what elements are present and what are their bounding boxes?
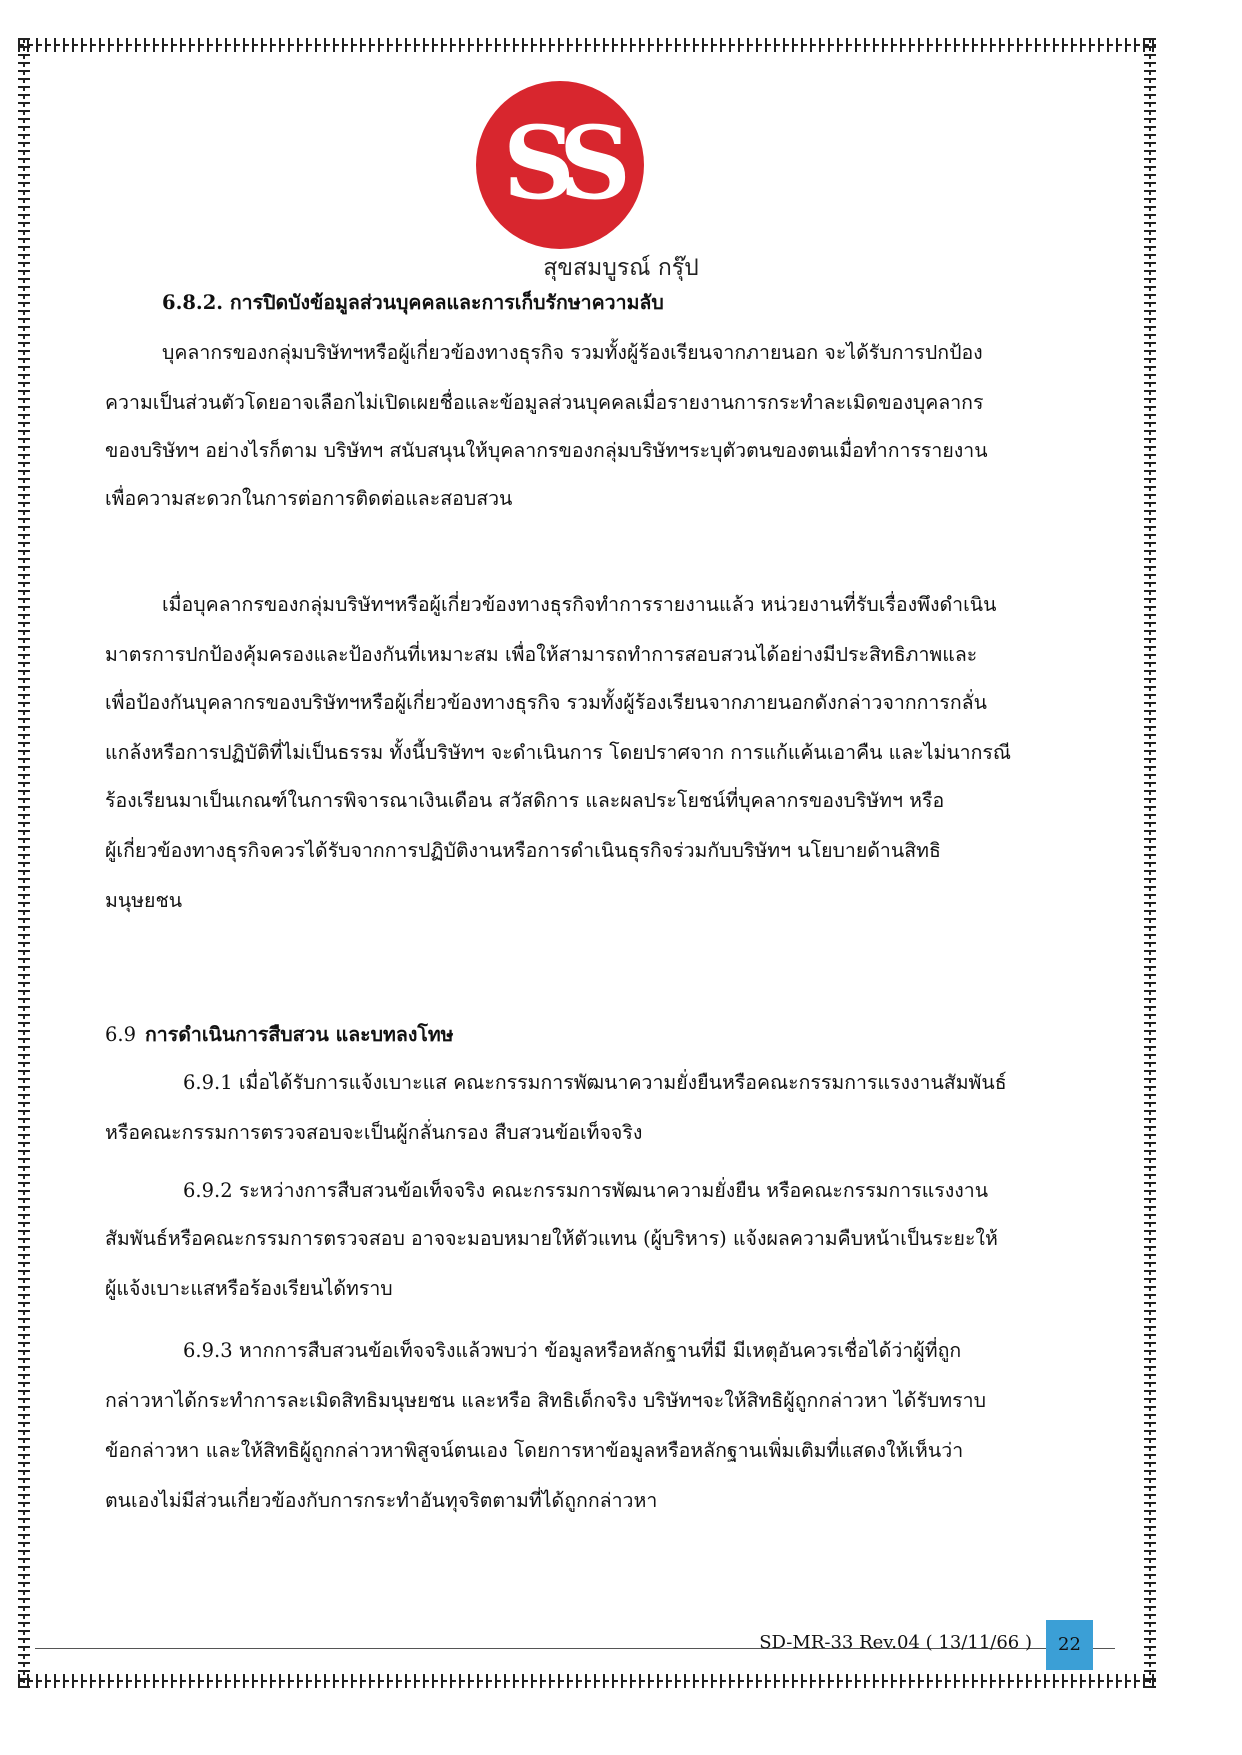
- paragraph-line: สัมพันธ์หรือคณะกรรมการตรวจสอบ อาจจะมอบหมายให้ตัวแทน (ผู้บริหาร) แจ้งผลความคืบหน้าเป็นระยะให้: [105, 1227, 998, 1250]
- border-top: [18, 38, 1156, 52]
- paragraph-line: ร้องเรียนมาเป็นเกณฑ์ในการพิจารณาเงินเดือน สวัสดิการ และผลประโยชน์ที่บุคลากรของบริษัทฯ หรือ: [105, 789, 945, 812]
- section-69-heading: การดำเนินการสืบสวน และบทลงโทษ: [145, 1023, 454, 1046]
- paragraph-line: ของบริษัทฯ อย่างไรก็ตาม บริษัทฯ สนับสนุนให้บุคลากรของกลุ่มบริษัทฯระบุตัวตนของตนเมื่อทำการรายงาน: [105, 439, 988, 462]
- paragraph-line: ผู้เกี่ยวข้องทางธุรกิจควรได้รับจากการปฏิบัติงานหรือการดำเนินธุรกิจร่วมกับบริษัทฯ นโยบายด้านสิทธิ: [105, 839, 941, 862]
- paragraph-line: ข้อกล่าวหา และให้สิทธิผู้ถูกกล่าวหาพิสูจน์ตนเอง โดยการหาข้อมูลหรือหลักฐานเพิ่มเติมที่แสดงให้เห็นว่า: [105, 1439, 964, 1462]
- document-code: SD-MR-33 Rev.04 ( 13/11/66 ): [759, 1632, 1032, 1653]
- section-682-heading: 6.8.2. การปิดบังข้อมูลส่วนบุคคลและการเก็บรักษาความลับ: [162, 291, 664, 314]
- paragraph-line: 6.9.2 ระหว่างการสืบสวนข้อเท็จจริง คณะกรรมการพัฒนาความยั่งยืน หรือคณะกรรมการแรงงาน: [183, 1179, 989, 1202]
- company-name: สุขสมบูรณ์ กรุ๊ป: [543, 255, 699, 281]
- section-69-number: 6.9: [105, 1023, 137, 1046]
- paragraph-line: ผู้แจ้งเบาะแสหรือร้องเรียนได้ทราบ: [105, 1277, 393, 1300]
- paragraph-line: กล่าวหาได้กระทำการละเมิดสิทธิมนุษยชน และหรือ สิทธิเด็กจริง บริษัทฯจะให้สิทธิผู้ถูกกล่าวหา ได้รับทราบ: [105, 1389, 986, 1412]
- paragraph-line: 6.9.3 หากการสืบสวนข้อเท็จจริงแล้วพบว่า ข้อมูลหรือหลักฐานที่มี มีเหตุอันควรเชื่อได้ว่าผู้ที่ถูก: [183, 1339, 962, 1362]
- company-logo: [475, 80, 645, 250]
- paragraph-line: ตนเองไม่มีส่วนเกี่ยวข้องกับการกระทำอันทุจริตตามที่ได้ถูกกล่าวหา: [105, 1489, 658, 1512]
- paragraph-line: มนุษยชน: [105, 889, 183, 912]
- border-bottom: [18, 1674, 1156, 1688]
- paragraph-line: มาตรการปกป้องคุ้มครองและป้องกันที่เหมาะสม เพื่อให้สามารถทำการสอบสวนได้อย่างมีประสิทธิภาพและ: [105, 643, 978, 666]
- logo-text: SS: [502, 104, 618, 222]
- paragraph-line: แกล้งหรือการปฏิบัติที่ไม่เป็นธรรม ทั้งนี้บริษัทฯ จะดำเนินการ โดยปราศจาก การแก้แค้นเอาคืน และไม่นากรณี: [105, 741, 1011, 764]
- paragraph-line: ความเป็นส่วนตัวโดยอาจเลือกไม่เปิดเผยชื่อและข้อมูลส่วนบุคคลเมื่อรายงานการกระทำละเมิดของบุคลากร: [105, 391, 984, 414]
- page-number-badge: 22: [1046, 1620, 1093, 1670]
- paragraph-line: เมื่อบุคลากรของกลุ่มบริษัทฯหรือผู้เกี่ยวข้องทางธุรกิจทำการรายงานแล้ว หน่วยงานที่รับเรื่องพึงดำเนิน: [162, 593, 997, 616]
- paragraph-line: 6.9.1 เมื่อได้รับการแจ้งเบาะแส คณะกรรมการพัฒนาความยั่งยืนหรือคณะกรรมการแรงงานสัมพันธ์: [183, 1071, 1007, 1094]
- paragraph-line: เพื่อป้องกันบุคลากรของบริษัทฯหรือผู้เกี่ยวข้องทางธุรกิจ รวมทั้งผู้ร้องเรียนจากภายนอกดังกล่าวจากการกลั่น: [105, 691, 987, 714]
- paragraph-line: เพื่อความสะดวกในการต่อการติดต่อและสอบสวน: [105, 487, 513, 510]
- paragraph-line: หรือคณะกรรมการตรวจสอบจะเป็นผู้กลั่นกรอง สืบสวนข้อเท็จจริง: [105, 1121, 643, 1144]
- paragraph-line: บุคลากรของกลุ่มบริษัทฯหรือผู้เกี่ยวข้องทางธุรกิจ รวมทั้งผู้ร้องเรียนจากภายนอก จะได้รับการปกป้อง: [162, 341, 983, 364]
